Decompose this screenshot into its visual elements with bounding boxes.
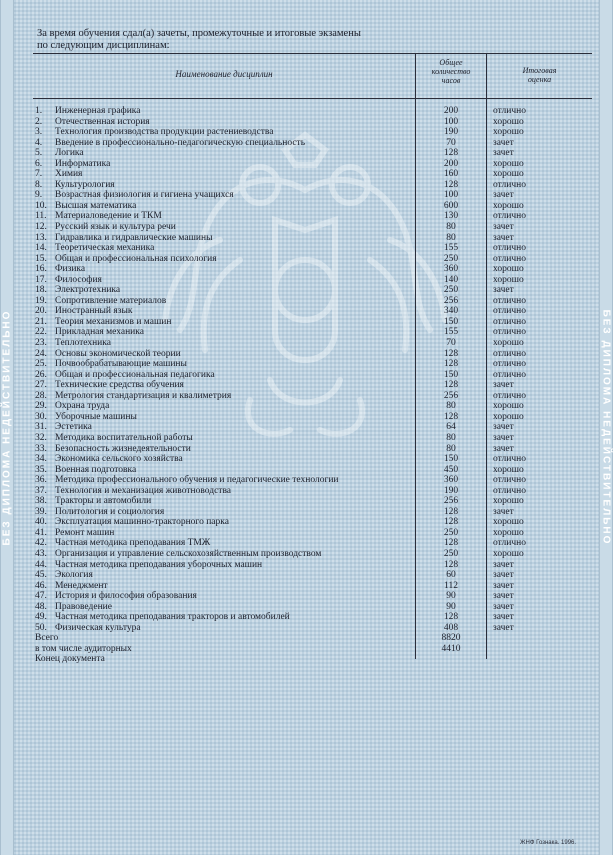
header-grade-line-1: Итоговая	[522, 66, 557, 75]
discipline-name: Безопасность жизнедеятельности	[55, 443, 191, 454]
row-number: 27.	[35, 380, 47, 391]
final-grade: зачет	[493, 148, 514, 159]
total-hours: 155	[443, 243, 459, 254]
total-hours: 80	[446, 222, 456, 233]
row-number: 34.	[35, 454, 47, 465]
table-row	[33, 106, 592, 117]
discipline-name: Философия	[55, 274, 102, 285]
total-hours: 200	[443, 106, 459, 116]
row-number: 23.	[35, 338, 47, 349]
table-row	[33, 591, 592, 602]
table-row	[33, 190, 592, 201]
total-hours: 128	[443, 359, 459, 370]
total-hours: 100	[443, 116, 459, 127]
discipline-name: Ремонт машин	[55, 527, 115, 538]
discipline-name: Метрология стандартизация и квалиметрия	[55, 390, 232, 401]
row-number: 8.	[35, 179, 43, 190]
discipline-name: Теория механизмов и машин	[55, 316, 172, 327]
discipline-name: Эстетика	[55, 422, 92, 433]
final-grade: отлично	[493, 538, 526, 549]
discipline-name: Общая и профессиональная психология	[55, 253, 217, 264]
discipline-name: Охрана труда	[55, 401, 110, 412]
row-number: 30.	[35, 411, 47, 422]
discipline-name: Менеджмент	[55, 580, 108, 591]
final-grade: отлично	[493, 327, 526, 338]
total-hours: 70	[446, 137, 456, 148]
total-hours: 250	[443, 285, 459, 296]
discipline-name: Частная методика преподавания ТМЖ	[55, 538, 211, 549]
row-number: 6.	[35, 158, 43, 169]
total-hours: 256	[443, 496, 459, 507]
discipline-name: Физическая культура	[55, 622, 141, 633]
right-watermark-band	[599, 0, 613, 855]
row-number: 24.	[35, 348, 47, 359]
final-grade: отлично	[493, 475, 526, 486]
header-total-hours	[416, 58, 486, 85]
final-grade: отлично	[493, 485, 526, 496]
discipline-name: Теплотехника	[55, 338, 111, 349]
row-number: 1.	[35, 106, 43, 116]
final-grade: хорошо	[493, 411, 524, 422]
total-hours: 128	[443, 559, 459, 570]
final-grade: хорошо	[493, 116, 524, 127]
discipline-name: Электротехника	[55, 285, 121, 296]
final-grade: отлично	[493, 359, 526, 370]
final-grade: хорошо	[493, 464, 524, 475]
total-hours: 128	[443, 612, 459, 623]
table-row	[33, 401, 592, 412]
total-hours: 128	[443, 517, 459, 528]
table-row	[33, 338, 592, 349]
total-hours: 256	[443, 295, 459, 306]
final-grade: зачет	[493, 601, 514, 612]
final-grade: зачет	[493, 622, 514, 633]
summary-classroom-label: в том числе аудиторных	[35, 643, 132, 654]
final-grade: зачет	[493, 380, 514, 391]
row-number: 42.	[35, 538, 47, 549]
summary-classroom	[33, 644, 592, 655]
total-hours: 160	[443, 169, 459, 180]
table-row	[33, 454, 592, 465]
row-number: 32.	[35, 432, 47, 443]
table-row	[33, 570, 592, 581]
final-grade: зачет	[493, 137, 514, 148]
table-row	[33, 412, 592, 423]
final-grade: хорошо	[493, 127, 524, 138]
row-number: 12.	[35, 222, 47, 233]
total-hours: 340	[443, 306, 459, 317]
summary-total-label: Всего	[35, 633, 59, 644]
row-number: 5.	[35, 148, 43, 159]
total-hours: 200	[443, 158, 459, 169]
intro-text	[37, 28, 457, 52]
final-grade: хорошо	[493, 158, 524, 169]
final-grade: отлично	[493, 454, 526, 465]
total-hours: 128	[443, 506, 459, 517]
discipline-name: Почвообрабатывающие машины	[55, 359, 187, 370]
table-row	[33, 211, 592, 222]
summary-classroom-value: 4410	[441, 643, 461, 654]
final-grade: зачет	[493, 559, 514, 570]
table-row	[33, 359, 592, 370]
row-number: 18.	[35, 285, 47, 296]
discipline-name: Сопротивление материалов	[55, 295, 167, 306]
total-hours: 80	[446, 232, 456, 243]
table-row	[33, 327, 592, 338]
table-row	[33, 201, 592, 212]
table-row	[33, 465, 592, 476]
table-row	[33, 370, 592, 381]
discipline-name: Логика	[55, 148, 84, 159]
table-row	[33, 254, 592, 265]
table-row	[33, 380, 592, 391]
total-hours: 128	[443, 380, 459, 391]
final-grade: зачет	[493, 222, 514, 233]
header-final-grade	[487, 66, 592, 84]
table-row	[33, 475, 592, 486]
discipline-name: Технология производства продукции растениеводства	[55, 127, 274, 138]
summary-end	[33, 654, 592, 665]
final-grade: отлично	[493, 316, 526, 327]
total-hours: 70	[446, 338, 456, 349]
discipline-name: Частная методика преподавания тракторов и автомобилей	[55, 612, 290, 623]
discipline-name: Методика воспитательной работы	[55, 432, 193, 443]
row-number: 44.	[35, 559, 47, 570]
discipline-name: Общая и профессиональная педагогика	[55, 369, 215, 380]
summary-total	[33, 633, 592, 644]
row-number: 50.	[35, 622, 47, 633]
table-row	[33, 159, 592, 170]
row-number: 38.	[35, 496, 47, 507]
table-row	[33, 517, 592, 528]
left-watermark-text: БЕЗ ДИПЛОМА НЕДЕЙСТВИТЕЛЬНО	[1, 309, 13, 546]
final-grade: хорошо	[493, 517, 524, 528]
total-hours: 250	[443, 253, 459, 264]
final-grade: отлично	[493, 348, 526, 359]
final-grade: хорошо	[493, 200, 524, 211]
discipline-name: Технология и механизация животноводства	[55, 485, 232, 496]
discipline-name: Русский язык и культура речи	[55, 222, 176, 233]
table-row	[33, 117, 592, 128]
final-grade: отлично	[493, 306, 526, 317]
grades-table	[33, 53, 592, 665]
final-grade: отлично	[493, 390, 526, 401]
total-hours: 128	[443, 148, 459, 159]
total-hours: 600	[443, 200, 459, 211]
total-hours: 60	[446, 570, 456, 581]
table-row	[33, 349, 592, 360]
row-number: 2.	[35, 116, 43, 127]
table-row	[33, 444, 592, 455]
table-row	[33, 391, 592, 402]
row-number: 16.	[35, 264, 47, 275]
header-hours-line-1: Общее	[439, 58, 463, 67]
total-hours: 408	[443, 622, 459, 633]
row-number: 37.	[35, 485, 47, 496]
table-row	[33, 560, 592, 571]
table-row	[33, 433, 592, 444]
row-number: 39.	[35, 506, 47, 517]
discipline-name: Экономика сельского хозяйства	[55, 454, 183, 465]
row-number: 11.	[35, 211, 47, 222]
discipline-name: Инженерная графика	[55, 106, 141, 116]
table-row	[33, 264, 592, 275]
discipline-name: Возрастная физиология и гигиена учащихся	[55, 190, 234, 201]
table-row	[33, 538, 592, 549]
row-number: 10.	[35, 200, 47, 211]
final-grade: хорошо	[493, 264, 524, 275]
table-row	[33, 296, 592, 307]
table-row	[33, 486, 592, 497]
discipline-name: Политология и социология	[55, 506, 165, 517]
total-hours: 150	[443, 454, 459, 465]
discipline-name: Культурология	[55, 179, 115, 190]
row-number: 21.	[35, 316, 47, 327]
final-grade: хорошо	[493, 527, 524, 538]
total-hours: 128	[443, 538, 459, 549]
discipline-name: Тракторы и автомобили	[55, 496, 152, 507]
discipline-name: Частная методика преподавания уборочных машин	[55, 559, 263, 570]
discipline-name: Экология	[55, 570, 93, 581]
row-number: 20.	[35, 306, 47, 317]
table-row	[33, 507, 592, 518]
final-grade: зачет	[493, 432, 514, 443]
total-hours: 128	[443, 179, 459, 190]
final-grade: хорошо	[493, 496, 524, 507]
row-number: 40.	[35, 517, 47, 528]
discipline-name: Введение в профессионально-педагогическую специальность	[55, 137, 306, 148]
discipline-name: Отечественная история	[55, 116, 150, 127]
discipline-name: Уборочные машины	[55, 411, 137, 422]
row-number: 36.	[35, 475, 47, 486]
table-header	[33, 54, 592, 99]
discipline-name: Военная подготовка	[55, 464, 137, 475]
total-hours: 80	[446, 443, 456, 454]
discipline-name: Правоведение	[55, 601, 112, 612]
total-hours: 190	[443, 127, 459, 138]
final-grade: зачет	[493, 570, 514, 581]
summary-total-value: 8820	[441, 633, 461, 644]
row-number: 43.	[35, 548, 47, 559]
row-number: 28.	[35, 390, 47, 401]
total-hours: 100	[443, 190, 459, 201]
total-hours: 128	[443, 348, 459, 359]
total-hours: 130	[443, 211, 459, 222]
final-grade: хорошо	[493, 338, 524, 349]
row-number: 13.	[35, 232, 47, 243]
discipline-name: Физика	[55, 264, 86, 275]
total-hours: 150	[443, 316, 459, 327]
row-number: 15.	[35, 253, 47, 264]
total-hours: 140	[443, 274, 459, 285]
total-hours: 150	[443, 369, 459, 380]
row-number: 29.	[35, 401, 47, 412]
total-hours: 360	[443, 475, 459, 486]
final-grade: хорошо	[493, 401, 524, 412]
header-discipline-name: Наименование дисциплин	[175, 69, 273, 79]
final-grade: зачет	[493, 232, 514, 243]
header-hours-line-3: часов	[441, 76, 461, 85]
row-number: 14.	[35, 243, 47, 254]
final-grade: хорошо	[493, 548, 524, 559]
table-body	[33, 106, 592, 665]
table-row	[33, 612, 592, 623]
table-row	[33, 275, 592, 286]
final-grade: отлично	[493, 253, 526, 264]
total-hours: 250	[443, 527, 459, 538]
total-hours: 80	[446, 401, 456, 412]
discipline-name: Химия	[55, 169, 83, 180]
final-grade: хорошо	[493, 169, 524, 180]
final-grade: зачет	[493, 591, 514, 602]
discipline-name: Методика профессионального обучения и педагогические технологии	[55, 475, 339, 486]
right-watermark-text: БЕЗ ДИПЛОМА НЕДЕЙСТВИТЕЛЬНО	[600, 309, 612, 546]
discipline-name: Высшая математика	[55, 200, 137, 211]
total-hours: 64	[446, 422, 456, 433]
left-watermark-band	[0, 0, 14, 855]
table-row	[33, 623, 592, 634]
discipline-name: Эксплуатация машинно-тракторного парка	[55, 517, 229, 528]
final-grade: зачет	[493, 190, 514, 201]
table-row	[33, 496, 592, 507]
table-row	[33, 148, 592, 159]
discipline-name: Прикладная механика	[55, 327, 144, 338]
final-grade: зачет	[493, 285, 514, 296]
summary-end-label: Конец документа	[35, 654, 105, 665]
row-number: 17.	[35, 274, 47, 285]
row-number: 4.	[35, 137, 43, 148]
table-row	[33, 549, 592, 560]
row-number: 33.	[35, 443, 47, 454]
header-grade-line-2: оценка	[527, 75, 552, 84]
row-number: 48.	[35, 601, 47, 612]
row-number: 49.	[35, 612, 47, 623]
table-row	[33, 169, 592, 180]
header-hours-line-2: количество	[431, 67, 471, 76]
total-hours: 360	[443, 264, 459, 275]
row-number: 41.	[35, 527, 47, 538]
row-number: 45.	[35, 570, 47, 581]
final-grade: отлично	[493, 295, 526, 306]
final-grade: зачет	[493, 580, 514, 591]
total-hours: 190	[443, 485, 459, 496]
final-grade: хорошо	[493, 274, 524, 285]
table-row	[33, 180, 592, 191]
total-hours: 90	[446, 601, 456, 612]
total-hours: 155	[443, 327, 459, 338]
table-row	[33, 581, 592, 592]
row-number: 31.	[35, 422, 47, 433]
final-grade: зачет	[493, 443, 514, 454]
row-number: 35.	[35, 464, 47, 475]
table-row	[33, 285, 592, 296]
row-number: 47.	[35, 591, 47, 602]
intro-line-2: по следующим дисциплинам:	[37, 40, 170, 51]
table-row	[33, 233, 592, 244]
row-number: 26.	[35, 369, 47, 380]
row-number: 9.	[35, 190, 43, 201]
row-number: 3.	[35, 127, 43, 138]
final-grade: отлично	[493, 369, 526, 380]
total-hours: 80	[446, 432, 456, 443]
discipline-name: Материаловедение и ТКМ	[55, 211, 162, 222]
table-row	[33, 243, 592, 254]
table-row	[33, 528, 592, 539]
total-hours: 128	[443, 411, 459, 422]
final-grade: зачет	[493, 506, 514, 517]
discipline-name: История и философия образования	[55, 591, 197, 602]
final-grade: отлично	[493, 106, 526, 116]
intro-line-1: За время обучения сдал(а) зачеты, промежуточные и итоговые экзамены	[37, 28, 361, 39]
table-row	[33, 138, 592, 149]
table-row	[33, 306, 592, 317]
discipline-name: Основы экономической теории	[55, 348, 181, 359]
row-number: 46.	[35, 580, 47, 591]
final-grade: зачет	[493, 422, 514, 433]
total-hours: 256	[443, 390, 459, 401]
discipline-name: Технические средства обучения	[55, 380, 184, 391]
discipline-name: Информатика	[55, 158, 111, 169]
total-hours: 450	[443, 464, 459, 475]
table-row	[33, 602, 592, 613]
printer-imprint: ЖНФ Гознака. 1996.	[520, 840, 577, 846]
row-number: 7.	[35, 169, 43, 180]
discipline-name: Теоретическая механика	[55, 243, 155, 254]
table-row	[33, 317, 592, 328]
final-grade: отлично	[493, 179, 526, 190]
total-hours: 250	[443, 548, 459, 559]
row-number: 25.	[35, 359, 47, 370]
discipline-name: Организация и управление сельскохозяйственным производством	[55, 548, 322, 559]
total-hours: 90	[446, 591, 456, 602]
row-number: 19.	[35, 295, 47, 306]
table-row	[33, 422, 592, 433]
table-row	[33, 127, 592, 138]
table-row	[33, 222, 592, 233]
total-hours: 112	[444, 580, 458, 591]
final-grade: отлично	[493, 243, 526, 254]
discipline-name: Гидравлика и гидравлические машины	[55, 232, 213, 243]
final-grade: отлично	[493, 211, 526, 222]
row-number: 22.	[35, 327, 47, 338]
final-grade: зачет	[493, 612, 514, 623]
discipline-name: Иностранный язык	[55, 306, 133, 317]
